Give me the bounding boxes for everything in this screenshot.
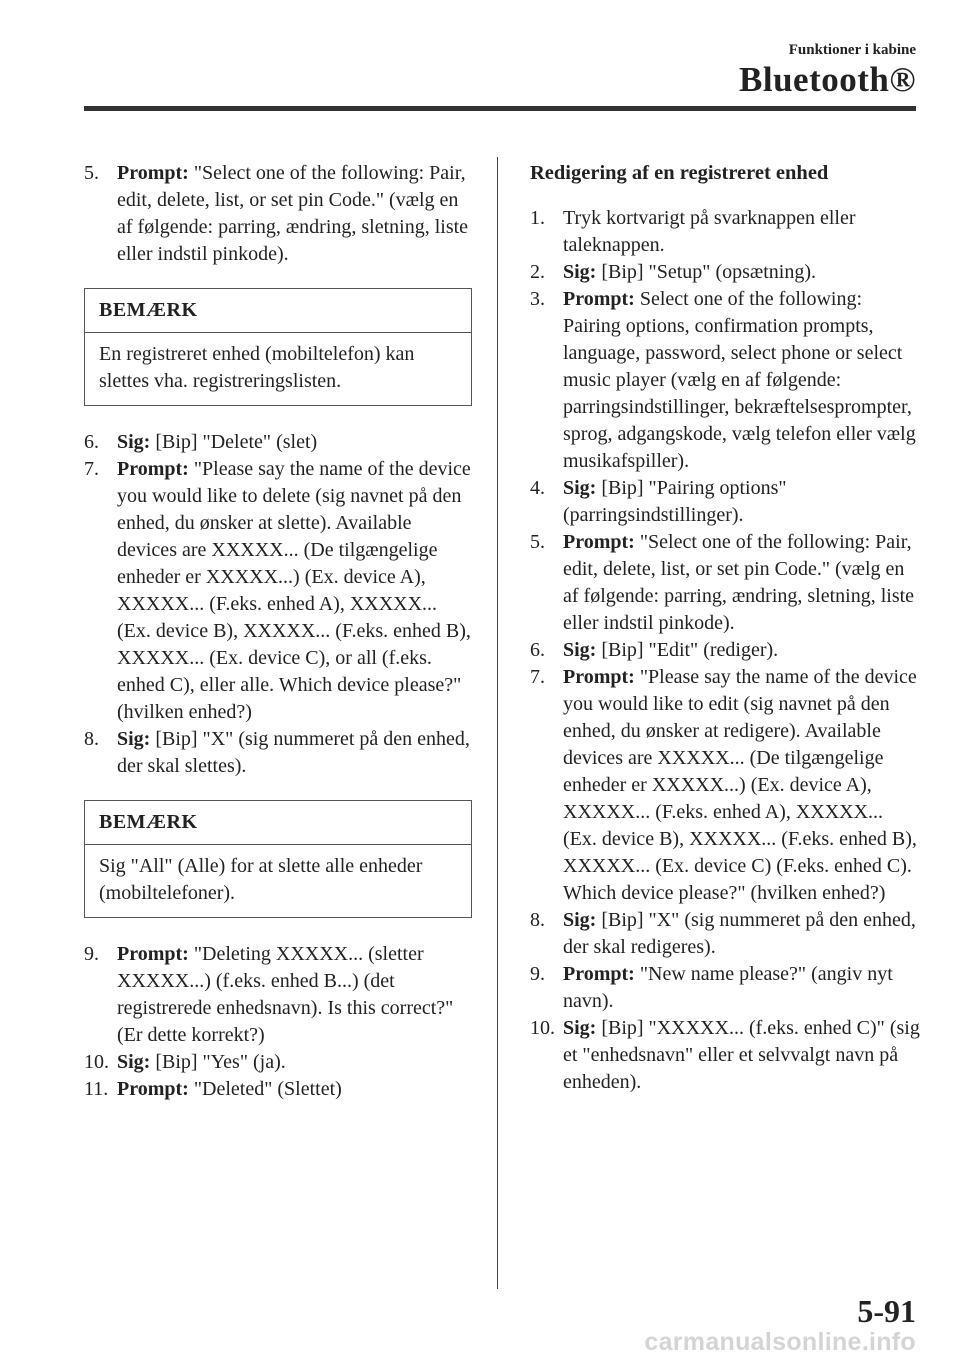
step-text: "Please say the name of the device you would like to delete (sig navnet på den enhed, du ønsker at slette). Available devices are XXXXX... (De tilgængelige enheder er XXXXX...) (Ex. device A), XXXXX... (F.eks. enhed A), XXXXX... (Ex. device B), XXXXX... (F.eks. enhed B), XXXXX... (Ex. device C), or all (f.eks. enhed C), eller alle. Which device please?" (hvilken enhed?) — [117, 458, 471, 723]
step-keyword: Prompt: — [563, 666, 635, 688]
header-section: Funktioner i kabine — [788, 42, 916, 58]
list-item — [84, 160, 472, 268]
step-keyword: Sig: — [117, 431, 151, 453]
step-keyword: Sig: — [563, 477, 597, 499]
step-keyword: Prompt: — [563, 288, 635, 310]
list-item — [530, 475, 920, 529]
step-number: 6. — [530, 639, 545, 661]
note-text: En registreret enhed (mobiltelefon) kan slettes vha. registreringslisten. — [99, 343, 415, 392]
step-keyword: Prompt: — [117, 1078, 189, 1100]
list-item — [530, 664, 920, 907]
left-column — [84, 160, 472, 1103]
step-number: 9. — [530, 963, 545, 985]
list-item — [530, 961, 920, 1015]
list-item — [530, 907, 920, 961]
step-keyword: Prompt: — [117, 943, 189, 965]
step-keyword: Prompt: — [563, 531, 635, 553]
list-item — [530, 1015, 920, 1096]
list-item — [530, 529, 920, 637]
step-text: "New name please?" (angiv nyt navn). — [563, 963, 893, 1012]
column-divider — [497, 157, 498, 1289]
step-text: [Bip] "Yes" (ja). — [150, 1051, 286, 1073]
note-heading: BEMÆRK — [85, 801, 471, 845]
step-number: 3. — [530, 288, 545, 310]
step-text: [Bip] "X" (sig nummeret på den enhed, der skal slettes). — [117, 728, 470, 777]
list-item — [84, 941, 472, 1049]
header-rule — [84, 106, 916, 111]
step-number: 8. — [84, 728, 99, 750]
step-text: [Bip] "Edit" (rediger). — [596, 639, 779, 661]
list-item — [530, 259, 920, 286]
step-keyword: Sig: — [563, 909, 597, 931]
step-list-left-a — [84, 160, 472, 268]
step-number: 8. — [530, 909, 545, 931]
right-column — [530, 160, 920, 1096]
step-text: Select one of the following: Pairing options, confirmation prompts, language, password, select phone or select music player (vælg en af følgende: parringsindstillinger, bekræftelsesprompter, sprog, adgangskode, vælg telefon eller vælg musikafspiller). — [563, 288, 916, 472]
list-item — [84, 1049, 472, 1076]
step-text: Tryk kortvarigt på svarknappen eller taleknappen. — [563, 207, 856, 256]
step-number: 6. — [84, 431, 99, 453]
list-item — [84, 456, 472, 726]
page-title: Bluetooth® — [739, 60, 916, 99]
list-item — [530, 286, 920, 475]
step-keyword: Sig: — [563, 1017, 597, 1039]
step-keyword: Prompt: — [117, 458, 189, 480]
step-list-left-c — [84, 941, 472, 1103]
watermark: carmanualsonline.info — [644, 1328, 916, 1356]
step-text: [Bip] "XXXXX... (f.eks. enhed C)" (sig et "enhedsnavn" eller et selvvalgt navn på enheden). — [563, 1017, 920, 1093]
step-text: "Select one of the following: Pair, edit, delete, list, or set pin Code." (vælg en af følgende: parring, ændring, sletning, liste eller indstil pinkode). — [563, 531, 915, 634]
step-list-left-b — [84, 429, 472, 780]
step-text: [Bip] "X" (sig nummeret på den enhed, der skal redigeres). — [563, 909, 916, 958]
note-text: Sig "All" (Alle) for at slette alle enheder (mobiltelefoner). — [99, 855, 423, 904]
step-number: 9. — [84, 943, 99, 965]
step-text: [Bip] "Delete" (slet) — [150, 431, 318, 453]
step-keyword: Sig: — [563, 639, 597, 661]
step-text: "Deleted" (Slettet) — [188, 1078, 342, 1100]
step-text: "Select one of the following: Pair, edit, delete, list, or set pin Code." (vælg en af følgende: parring, ændring, sletning, liste eller indstil pinkode). — [117, 162, 469, 265]
step-number: 7. — [530, 666, 545, 688]
step-number: 5. — [530, 531, 545, 553]
step-text: "Deleting XXXXX... (sletter XXXXX...) (f.eks. enhed B...) (det registrerede enhedsnavn). Is this correct?" (Er dette korrekt?) — [117, 943, 454, 1046]
list-item — [530, 637, 920, 664]
step-number: 11. — [84, 1078, 109, 1100]
step-keyword: Sig: — [117, 1051, 151, 1073]
step-text: [Bip] "Pairing options" (parringsindstillinger). — [563, 477, 787, 526]
step-keyword: Prompt: — [117, 162, 189, 184]
step-number: 10. — [84, 1051, 109, 1073]
step-number: 7. — [84, 458, 99, 480]
step-list-right — [530, 205, 920, 1096]
step-text: "Please say the name of the device you would like to edit (sig navnet på den enhed, du ønsker at redigere). Available devices are XXXXX... (De tilgængelige enheder er XXXXX...) (Ex. device A), XXXXX... (F.eks. enhed A), XXXXX... (Ex. device B), XXXXX... (F.eks. enhed B), XXXXX... (Ex. device C) (F.eks. enhed C). Which device please?" (hvilken enhed?) — [563, 666, 917, 904]
step-keyword: Prompt: — [563, 963, 635, 985]
section-heading: Redigering af en registreret enhed — [530, 162, 829, 184]
step-keyword: Sig: — [563, 261, 597, 283]
note-box — [84, 800, 472, 918]
note-box — [84, 288, 472, 406]
page-number: 5-91 — [857, 1293, 916, 1329]
step-number: 1. — [530, 207, 545, 229]
note-heading: BEMÆRK — [85, 289, 471, 333]
step-number: 5. — [84, 162, 99, 184]
step-text: [Bip] "Setup" (opsætning). — [596, 261, 817, 283]
step-number: 4. — [530, 477, 545, 499]
step-number: 2. — [530, 261, 545, 283]
list-item — [84, 726, 472, 780]
list-item — [84, 429, 472, 456]
list-item — [84, 1076, 472, 1103]
list-item — [530, 205, 920, 259]
step-keyword: Sig: — [117, 728, 151, 750]
step-number: 10. — [530, 1017, 555, 1039]
